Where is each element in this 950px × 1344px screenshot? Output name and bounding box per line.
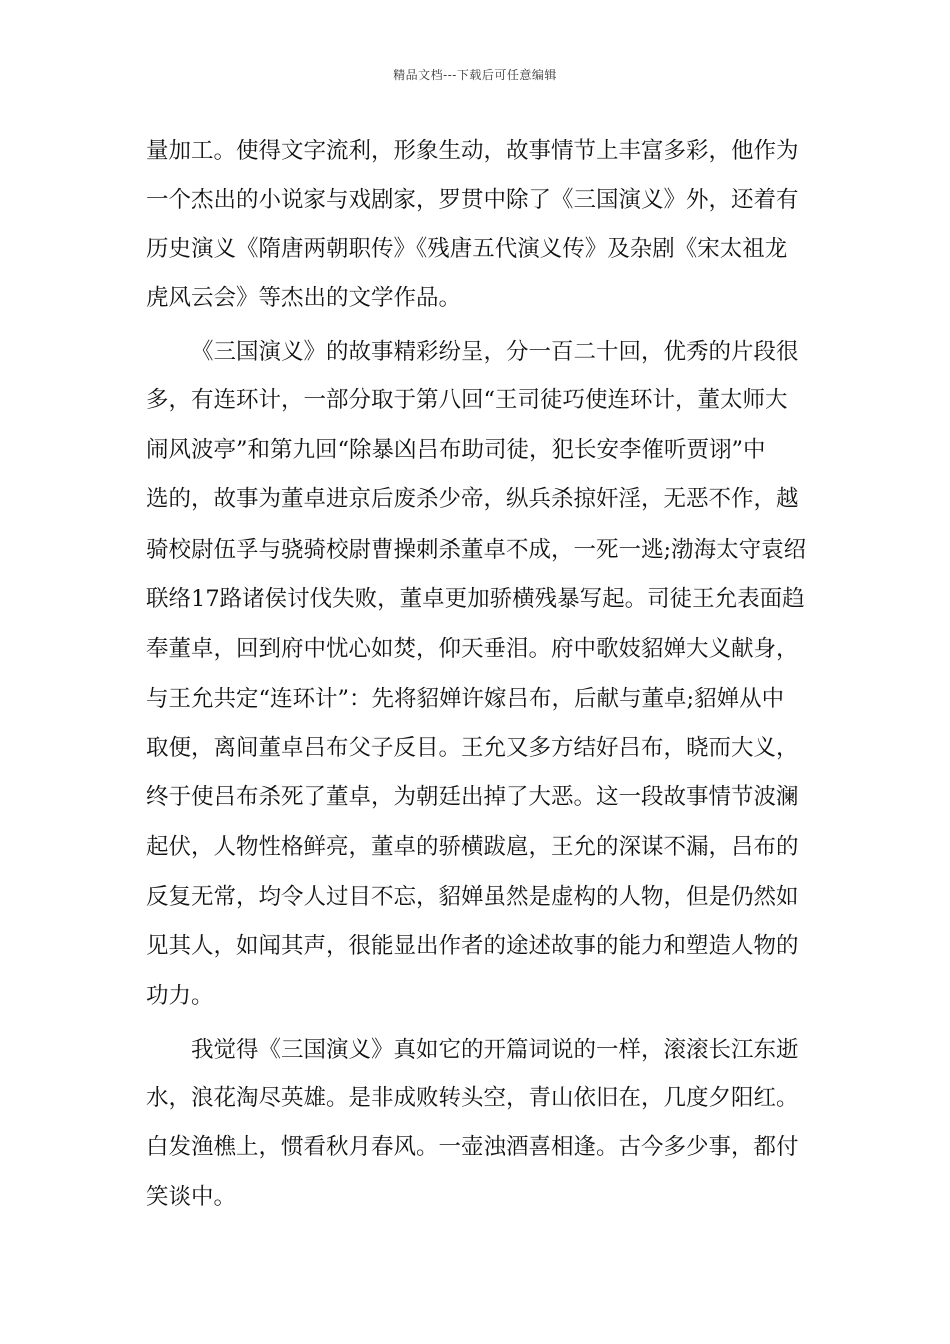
- text-line: 见其人，如闻其声，很能显出作者的途述故事的能力和塑造人物的: [146, 933, 799, 959]
- text-line: 奉董卓，回到府中忧心如焚，仰天垂泪。府中歌妓貂婵大义献身，: [146, 636, 799, 662]
- text-line: 与王允共定“连环计”：先将貂婵许嫁吕布，后献与董卓;貂婵从中: [146, 686, 785, 712]
- text-line: 选的，故事为董卓进京后废杀少帝，纵兵杀掠奸淫，无恶不作，越: [146, 486, 799, 512]
- paragraph-first-line: 我觉得《三国演义》真如它的开篇词说的一样，滚滚长江东逝: [191, 1037, 799, 1063]
- text-line: 终于使吕布杀死了董卓，为朝廷出掉了大恶。这一段故事情节波澜: [146, 784, 799, 810]
- page-header: 精品文档---下载后可任意编辑: [393, 68, 557, 82]
- text-line: 水，浪花淘尽英雄。是非成败转头空，青山依旧在，几度夕阳红。: [146, 1085, 799, 1111]
- text-line: 虎风云会》等杰出的文学作品。: [146, 285, 462, 311]
- text-line: 一个杰出的小说家与戏剧家，罗贯中除了《三国演义》外，还着有: [146, 187, 799, 213]
- text-line: 历史演义《隋唐两朝职传》《残唐五代演义传》及杂剧《宋太祖龙: [146, 236, 788, 262]
- text-line: 取便，离间董卓吕布父子反目。王允又多方结好吕布，晓而大义，: [146, 735, 799, 761]
- text-line: 联络17路诸侯讨伐失败，董卓更加骄横残暴写起。司徒王允表面趋: [146, 586, 805, 612]
- text-line: 闹风波亭”和第九回“除暴凶吕布助司徒，犯长安李傕听贾诩”中: [146, 437, 766, 463]
- text-line: 多，有连环计，一部分取于第八回“王司徒巧使连环计，董太师大: [146, 387, 788, 413]
- text-line: 功力。: [146, 983, 214, 1009]
- text-line: 白发渔樵上，惯看秋月春风。一壶浊酒喜相逢。古今多少事，都付: [146, 1134, 799, 1160]
- text-line: 骑校尉伍孚与骁骑校尉曹操刺杀董卓不成，一死一逃;渤海太守袁绍: [146, 537, 807, 563]
- paragraph-first-line: 《三国演义》的故事精彩纷呈，分一百二十回，优秀的片段很: [191, 339, 799, 365]
- text-line: 量加工。使得文字流利，形象生动，故事情节上丰富多彩，他作为: [146, 138, 799, 164]
- text-line: 起伏，人物性格鲜亮，董卓的骄横跋扈，王允的深谋不漏，吕布的: [146, 834, 799, 860]
- text-line: 反复无常，均令人过目不忘，貂婵虽然是虚构的人物，但是仍然如: [146, 884, 799, 910]
- text-line: 笑谈中。: [146, 1184, 237, 1210]
